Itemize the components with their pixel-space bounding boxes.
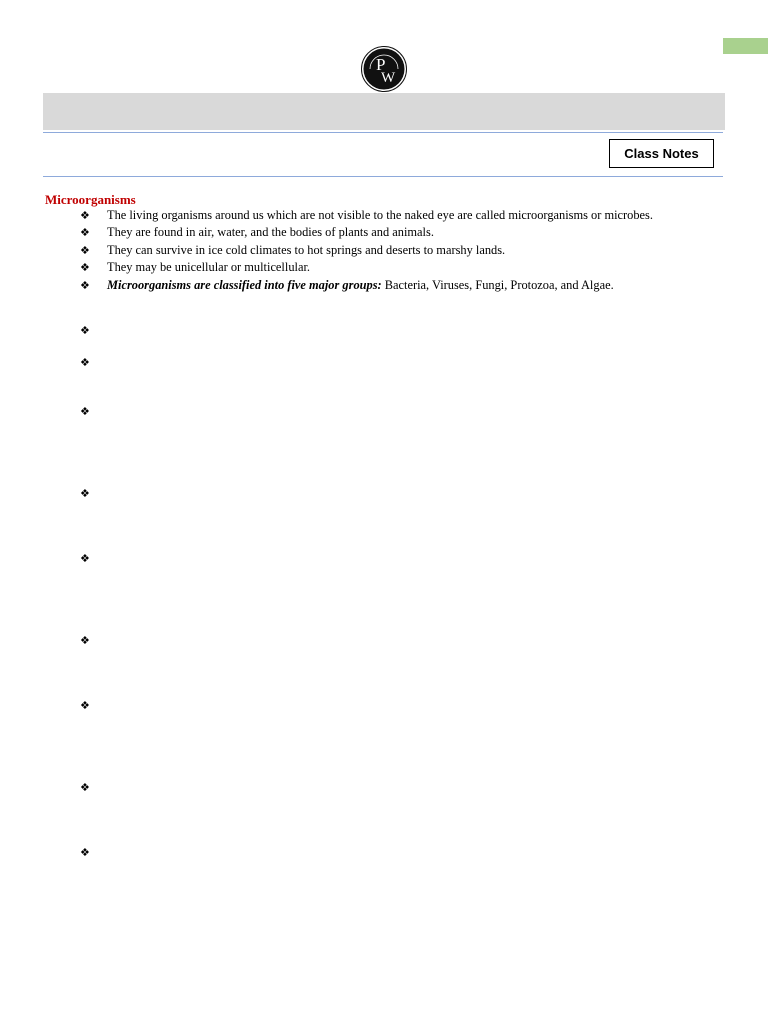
four-diamond-bullet-icon: ❖ (80, 634, 90, 647)
four-diamond-bullet-icon: ❖ (80, 324, 90, 337)
four-diamond-bullet-icon: ❖ (80, 243, 90, 257)
header-rule-bottom (43, 176, 723, 177)
pw-logo-icon (361, 46, 407, 92)
header-rule-top (43, 132, 723, 133)
four-diamond-bullet-icon: ❖ (80, 209, 90, 222)
four-diamond-bullet-icon: ❖ (80, 356, 90, 369)
four-diamond-bullet-icon: ❖ (80, 699, 90, 712)
four-diamond-bullet-icon: ❖ (80, 487, 90, 500)
list-item (80, 224, 653, 241)
four-diamond-bullet-icon: ❖ (80, 846, 90, 859)
bullet-list (80, 207, 653, 294)
list-item (80, 207, 653, 224)
list-item (80, 242, 653, 259)
four-diamond-bullet-icon: ❖ (80, 552, 90, 565)
bullet-text: Bacteria, Viruses, Fungi, Protozoa, and Algae. (381, 277, 614, 292)
four-diamond-bullet-icon: ❖ (80, 261, 90, 275)
bullet-text: They may be unicellular or multicellular. (107, 260, 310, 275)
four-diamond-bullet-icon: ❖ (80, 226, 90, 240)
four-diamond-bullet-icon: ❖ (80, 278, 90, 292)
svg-text:W: W (381, 70, 396, 86)
bullet-lead-text: Microorganisms are classified into five major groups: (107, 277, 382, 292)
bullet-text: They can survive in ice cold climates to hot springs and deserts to marshy lands. (107, 242, 506, 257)
section-heading: Microorganisms (45, 192, 136, 207)
page-tab-marker (723, 38, 768, 54)
four-diamond-bullet-icon: ❖ (80, 781, 90, 794)
list-item (80, 259, 653, 276)
list-item (80, 277, 653, 294)
four-diamond-bullet-icon: ❖ (80, 405, 90, 418)
bullet-text: The living organisms around us which are not visible to the naked eye are called microorganisms or microbes. (107, 208, 653, 222)
header-band (43, 93, 725, 130)
bullet-text: They are found in air, water, and the bodies of plants and animals. (107, 225, 434, 240)
svg-text:P: P (376, 55, 386, 74)
class-notes-label: Class Notes (609, 139, 714, 168)
